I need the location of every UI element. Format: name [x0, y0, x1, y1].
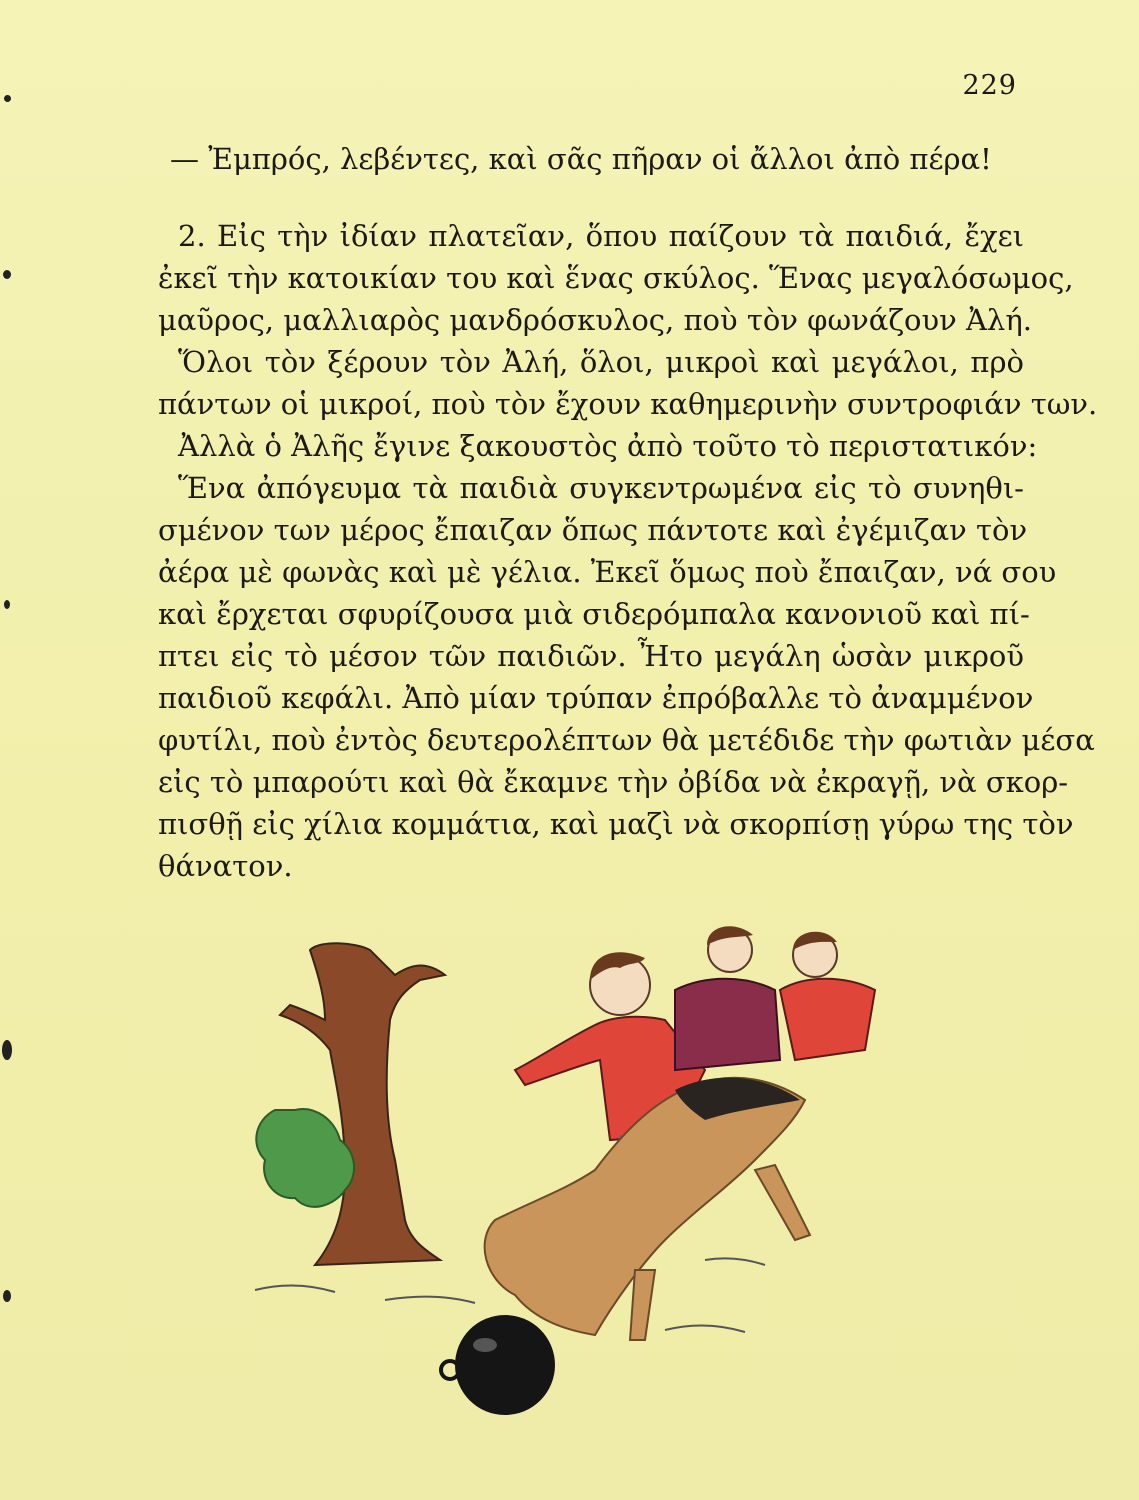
paragraph-3	[158, 425, 1038, 467]
text-line: ἐκεῖ τὴν κατοικίαν του καὶ ἕνας σκύλος. Ἕνας μεγαλόσωμος,	[158, 261, 1074, 295]
boy-shirt	[780, 979, 875, 1060]
text-line: Ὅλοι τὸν ξέρουν τὸν Ἀλή, ὅλοι, μικροὶ καὶ μεγάλοι, πρὸ	[178, 345, 1024, 379]
cannonball	[455, 1315, 555, 1415]
cannonball-highlight	[473, 1338, 497, 1352]
dialogue-line: — Ἐμπρός, λεβέντες, καὶ σᾶς πῆραν οἱ ἄλλοι ἀπὸ πέρα!	[170, 142, 992, 176]
paragraph-4	[158, 467, 1095, 887]
dialogue-line-block	[158, 138, 1024, 180]
text-line: σμένον των μέρος ἔπαιζαν ὅπως πάντοτε καὶ ἐγέμιζαν τὸν	[158, 513, 1028, 547]
text-line: μαῦρος, μαλλιαρὸς μανδρόσκυλος, ποὺ τὸν φωνάζουν Ἀλή.	[158, 303, 1032, 337]
page-number: 229	[962, 70, 1017, 101]
margin-mark	[4, 95, 11, 102]
text-line: παιδιοῦ κεφάλι. Ἀπὸ μίαν τρύπαν ἐπρόβαλλε τὸ ἀναμμένον	[158, 681, 1034, 715]
text-line: εἰς τὸ μπαρούτι καὶ θὰ ἔκαμνε τὴν ὀβίδα νὰ ἐκραγῇ, νὰ σκορ-	[158, 765, 1069, 799]
text-line: 2. Εἰς τὴν ἰδίαν πλατεῖαν, ὅπου παίζουν τὰ παιδιά, ἔχει	[178, 219, 1024, 253]
margin-mark	[2, 1040, 12, 1060]
text-line: καὶ ἔρχεται σφυρίζουσα μιὰ σιδερόμπαλα κανονιοῦ καὶ πί-	[158, 597, 1030, 631]
tree-foliage	[256, 1109, 354, 1207]
text-line: πάντων οἱ μικροί, ποὺ τὸν ἔχουν καθημερινὴν συντροφιάν των.	[158, 387, 1098, 421]
text-line: Ἕνα ἀπόγευμα τὰ παιδιὰ συγκεντρωμένα εἰς τὸ συνηθι-	[178, 471, 1024, 505]
text-line: φυτίλι, ποὺ ἐντὸς δευτερολέπτων θὰ μετέδιδε τὴν φωτιὰν μέσα	[158, 723, 1095, 757]
margin-mark	[4, 600, 10, 609]
paragraph-2	[158, 341, 1098, 425]
text-line: ἀέρα μὲ φωνὰς καὶ μὲ γέλια. Ἐκεῖ ὅμως ποὺ ἔπαιζαν, νά σου	[158, 555, 1057, 589]
paragraph-1	[158, 215, 1074, 341]
margin-mark	[3, 270, 11, 279]
tree-trunk	[280, 943, 445, 1265]
text-line: πτει εἰς τὸ μέσον τῶν παιδιῶν. Ἦτο μεγάλη ὡσὰν μικροῦ	[158, 639, 1024, 673]
text-line: πισθῇ εἰς χίλια κομμάτια, καὶ μαζὶ νὰ σκορπίσῃ γύρω της τὸν	[158, 807, 1074, 841]
boy-shirt	[675, 979, 780, 1070]
margin-mark	[3, 1290, 11, 1302]
story-illustration	[235, 920, 925, 1440]
text-line: Ἀλλὰ ὁ Ἀλῆς ἔγινε ξακουστὸς ἀπὸ τοῦτο τὸ περιστατικόν:	[178, 429, 1038, 463]
text-line: θάνατον.	[158, 849, 293, 883]
